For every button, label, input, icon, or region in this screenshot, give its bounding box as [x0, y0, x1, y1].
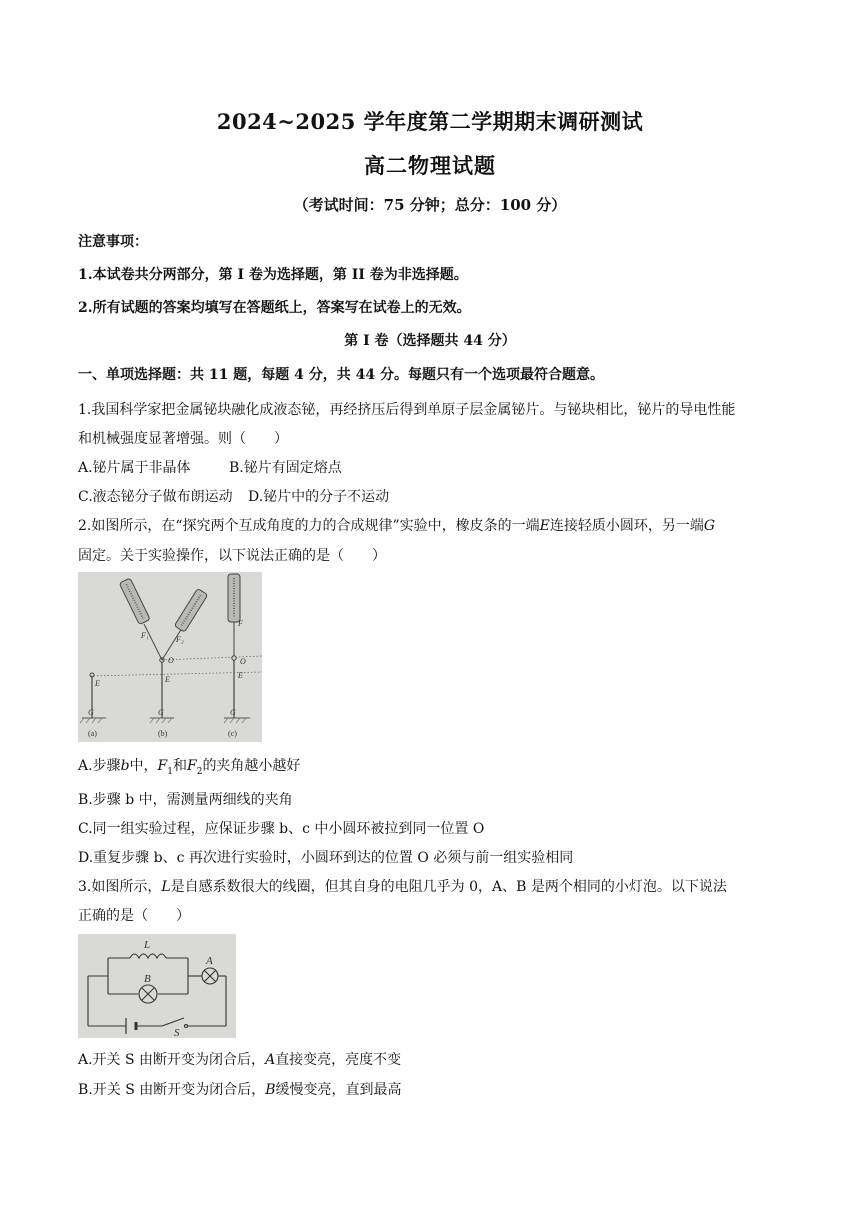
fig2-label-o-c: O: [240, 657, 246, 666]
q2-option-b: B.步骤 b 中，需测量两细线的夹角: [78, 792, 293, 808]
q1-stem-line2: 和机械强度显著增强。则（ ）: [78, 431, 288, 447]
q2-figure: [78, 572, 262, 742]
q3-stem-line2: 正确的是（ ）: [78, 908, 190, 924]
q2-var-e: E: [539, 518, 550, 534]
q2-stem-line2: 固定。关于实验操作，以下说法正确的是（ ）: [78, 548, 386, 564]
q3-circuit-figure: [78, 934, 236, 1038]
q3-stem-line1: [78, 876, 727, 896]
q3-stem-pre: 3.如图所示，: [78, 879, 162, 895]
fig3-label-s: S: [174, 1027, 180, 1038]
q2-opta-sub1: 1: [167, 766, 173, 777]
fig3-label-a: A: [206, 955, 213, 967]
q2-opta-sub2: 2: [196, 766, 203, 777]
notice-item-2: 2.所有试题的答案均填写在答题纸上，答案写在试卷上的无效。: [78, 300, 471, 316]
q2-stem-line1: [78, 515, 715, 535]
exam-subject: 高二物理试题: [364, 153, 496, 178]
q2-var-g: G: [703, 518, 716, 534]
fig2-caption-c: (c): [228, 729, 237, 738]
fig2-label-o-b: O: [168, 656, 174, 665]
notice-heading: 注意事项：: [78, 234, 148, 250]
q2-stem-pre: 2.如图所示，在“探究两个互成角度的力的合成规律”实验中，橡皮条的一端: [78, 518, 540, 534]
q3-optb-var: B: [265, 1082, 276, 1098]
q2-opta-pre: A.步骤: [78, 758, 121, 774]
q1-option-b: B.铋片有固定熔点: [229, 460, 342, 476]
q2-option-a: [78, 755, 300, 777]
q2-opta-and: 和: [172, 758, 187, 774]
q2-opta-mid: 中，: [129, 758, 158, 774]
fig3-label-b: B: [144, 973, 151, 985]
fig3-label-l: L: [144, 939, 151, 951]
q3-stem-post: 是自感系数很大的线圈，但其自身的电阻几乎为 0，A、B 是两个相同的小灯泡。以下说法: [170, 879, 727, 895]
fig2-label-f2: F₂: [176, 635, 184, 644]
q2-opta-post: 的夹角越小越好: [202, 758, 301, 774]
section-instruction: 一、单项选择题：共 11 题，每题 4 分，共 44 分。每题只有一个选项最符合题意。: [78, 367, 604, 383]
fig2-caption-a: (a): [88, 729, 97, 738]
q3-optb-post: 缓慢变亮，直到最高: [275, 1082, 402, 1098]
fig2-label-f: F: [238, 619, 243, 628]
q3-opta-post: 直接变亮，亮度不变: [275, 1052, 402, 1068]
fig2-label-g-b: G: [158, 708, 164, 717]
q3-opta-var: A: [265, 1052, 276, 1068]
part-title: 第 I 卷（选择题共 44 分）: [344, 333, 516, 349]
fig2-label-e-c: E: [238, 671, 243, 680]
q3-optb-pre: B.开关 S 由断开变为闭合后，: [78, 1082, 266, 1098]
q3-opta-pre: A.开关 S 由断开变为闭合后，: [78, 1052, 266, 1068]
q1-option-d: D.铋片中的分子不运动: [248, 489, 390, 505]
fig2-caption-b: (b): [158, 729, 168, 738]
q3-option-b: [78, 1079, 402, 1099]
q1-option-a: A.铋片属于非晶体: [78, 460, 191, 476]
notice-item-1: 1.本试卷共分两部分，第 I 卷为选择题，第 II 卷为非选择题。: [78, 267, 468, 283]
exam-title: 2024~2025 学年度第二学期期末调研测试: [216, 109, 644, 134]
q3-var-l: L: [161, 879, 171, 895]
q2-option-d: D.重复步骤 b、c 再次进行实验时，小圆环到达的位置 O 必须与前一组实验相同: [78, 850, 574, 866]
q1-option-c: C.液态铋分子做布朗运动: [78, 489, 233, 505]
q3-option-a: [78, 1049, 401, 1069]
fig2-label-e-b: E: [165, 675, 170, 684]
exam-info: （考试时间：75 分钟；总分：100 分）: [293, 196, 567, 214]
q2-opta-f1: F: [157, 758, 168, 774]
q2-option-c: C.同一组实验过程，应保证步骤 b、c 中小圆环被拉到同一位置 O: [78, 821, 485, 837]
fig2-label-e-a: E: [95, 679, 100, 688]
fig2-label-g-c: G: [230, 708, 236, 717]
q1-stem-line1: 1.我国科学家把金属铋块融化成液态铋，再经挤压后得到单原子层金属铋片。与铋块相比，铋片的导电性能: [78, 402, 736, 418]
q2-stem-mid: 连接轻质小圆环，另一端: [549, 518, 704, 534]
q2-opta-f2: F: [186, 758, 197, 774]
q2-opta-b: b: [120, 758, 130, 774]
fig2-label-f1: F₁: [141, 631, 149, 640]
fig2-label-g-a: G: [88, 708, 94, 717]
